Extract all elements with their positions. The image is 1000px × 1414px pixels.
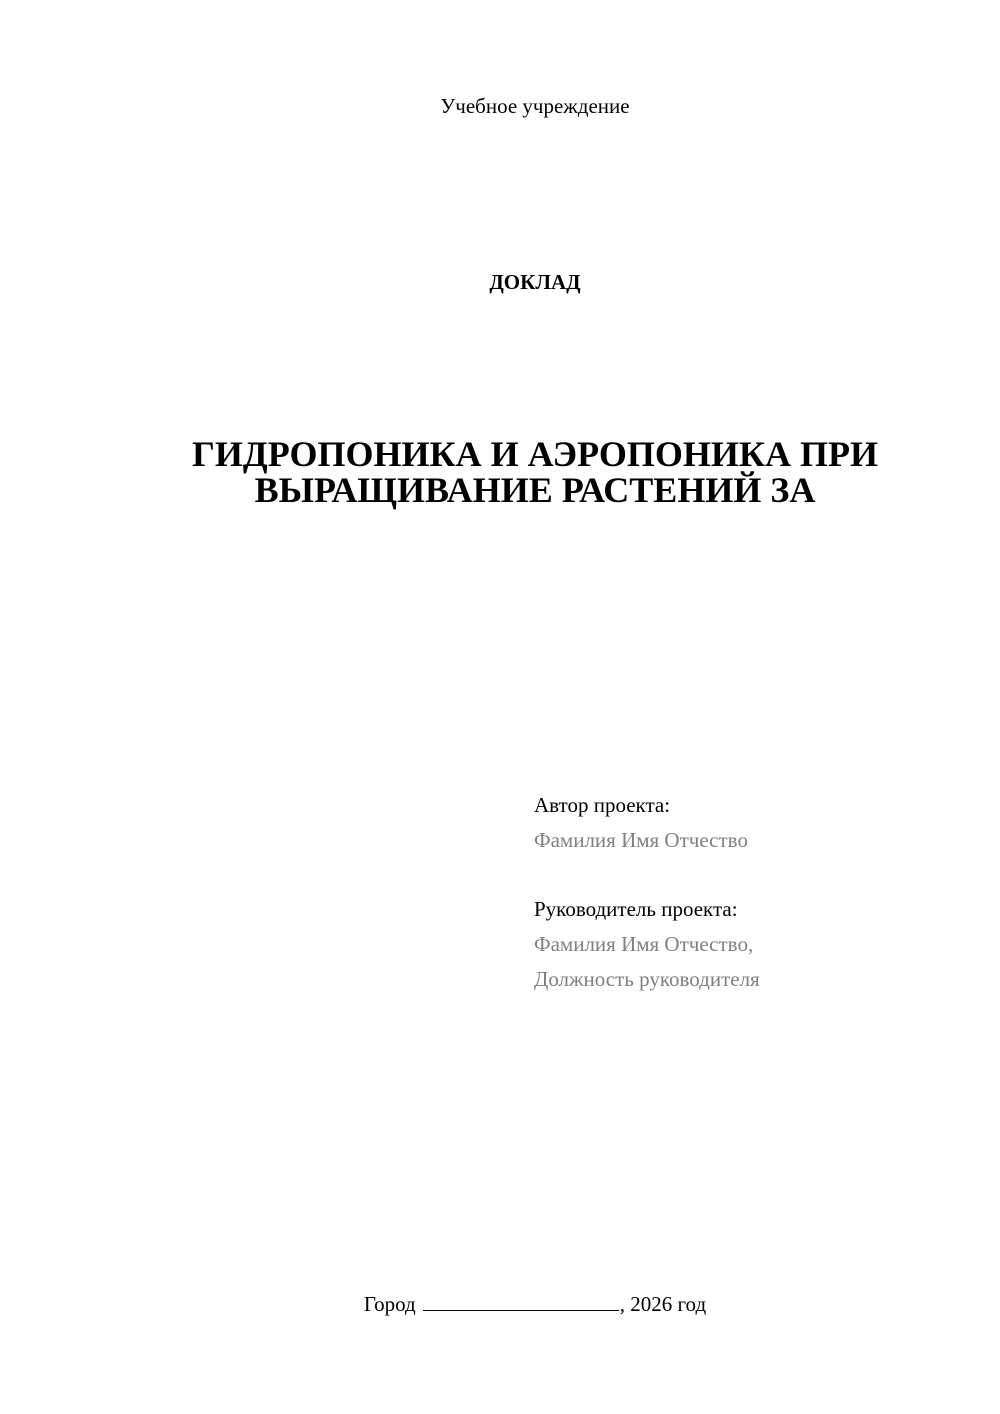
supervisor-position: Должность руководителя	[534, 967, 760, 991]
spacer	[534, 858, 974, 892]
document-title	[0, 436, 1000, 508]
author-name: Фамилия Имя Отчество	[534, 828, 748, 852]
authors-block	[534, 788, 974, 997]
supervisor-label: Руководитель проекта:	[534, 897, 738, 921]
title-line-1: ГИДРОПОНИКА И АЭРОПОНИКА ПРИ	[192, 434, 878, 474]
institution-name: Учебное учреждение	[440, 94, 630, 118]
year-text: , 2026 год	[619, 1292, 707, 1316]
author-label: Автор проекта:	[534, 793, 671, 817]
title-line-2: ВЫРАЩИВАНИЕ РАСТЕНИЙ ЗА	[254, 470, 816, 510]
city-label: Город	[363, 1292, 416, 1316]
footer-city-year	[0, 1290, 1000, 1318]
city-blank-line	[423, 1292, 619, 1311]
document-type: ДОКЛАД	[489, 270, 581, 294]
supervisor-name: Фамилия Имя Отчество,	[534, 932, 754, 956]
